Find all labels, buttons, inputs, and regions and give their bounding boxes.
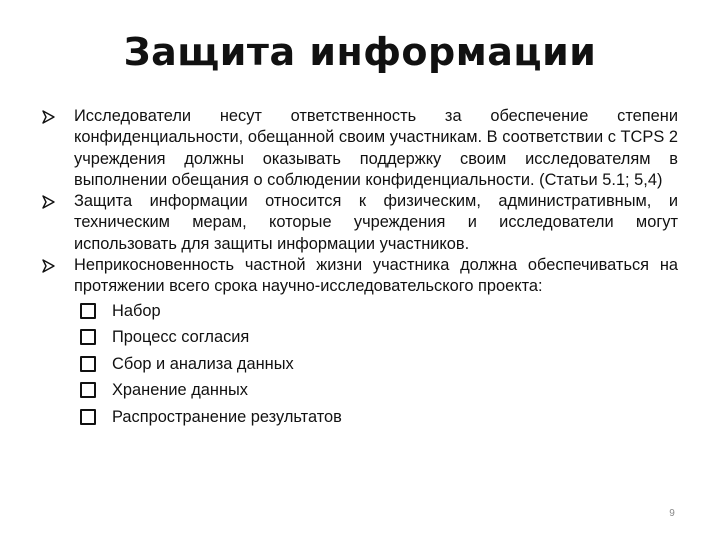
sub-list-item	[80, 324, 678, 351]
sub-item-text: Набор	[112, 301, 161, 320]
slide-content	[42, 106, 678, 430]
arrow-bullet-icon	[42, 255, 74, 279]
sub-item-text: Сбор и анализа данных	[112, 354, 294, 373]
sub-item-text: Хранение данных	[112, 381, 248, 400]
square-bullet-icon	[80, 356, 96, 372]
sub-list-item	[80, 377, 678, 404]
bullet-text: Исследователи несут ответственность за обеспечение степени конфиденциальности, обещанной своим участникам. В соответствии с TCPS 2 учреждения должны оказывать поддержку своим исследователям в выполнении обещания о соблюдении конфиденциальности. (Статьи 5.1; 5,4)	[74, 107, 678, 189]
square-bullet-icon	[80, 329, 96, 345]
square-bullet-icon	[80, 303, 96, 319]
sub-list-item	[80, 298, 678, 325]
square-bullet-icon	[80, 409, 96, 425]
arrow-bullet-icon	[42, 191, 74, 215]
bullet-text: Защита информации относится к физическим, административным, и техническим мерам, которые учреждения и исследователи могут использовать для защиты информации участников.	[74, 192, 678, 253]
slide-title: Защита информации	[123, 30, 597, 74]
bullet-text: Неприкосновенность частной жизни участника должна обеспечиваться на протяжении всего срока научно-исследовательского проекта:	[74, 256, 678, 296]
bullet-item	[42, 106, 678, 191]
sub-item-text: Распространение результатов	[112, 407, 342, 426]
square-bullet-icon	[80, 382, 96, 398]
page-number: 9	[669, 508, 675, 519]
sub-item-text: Процесс согласия	[112, 328, 250, 347]
sub-list-item	[80, 404, 678, 431]
sub-list-item	[80, 351, 678, 378]
bullet-item	[42, 255, 678, 298]
arrow-bullet-icon	[42, 106, 74, 130]
bullet-item	[42, 191, 678, 255]
